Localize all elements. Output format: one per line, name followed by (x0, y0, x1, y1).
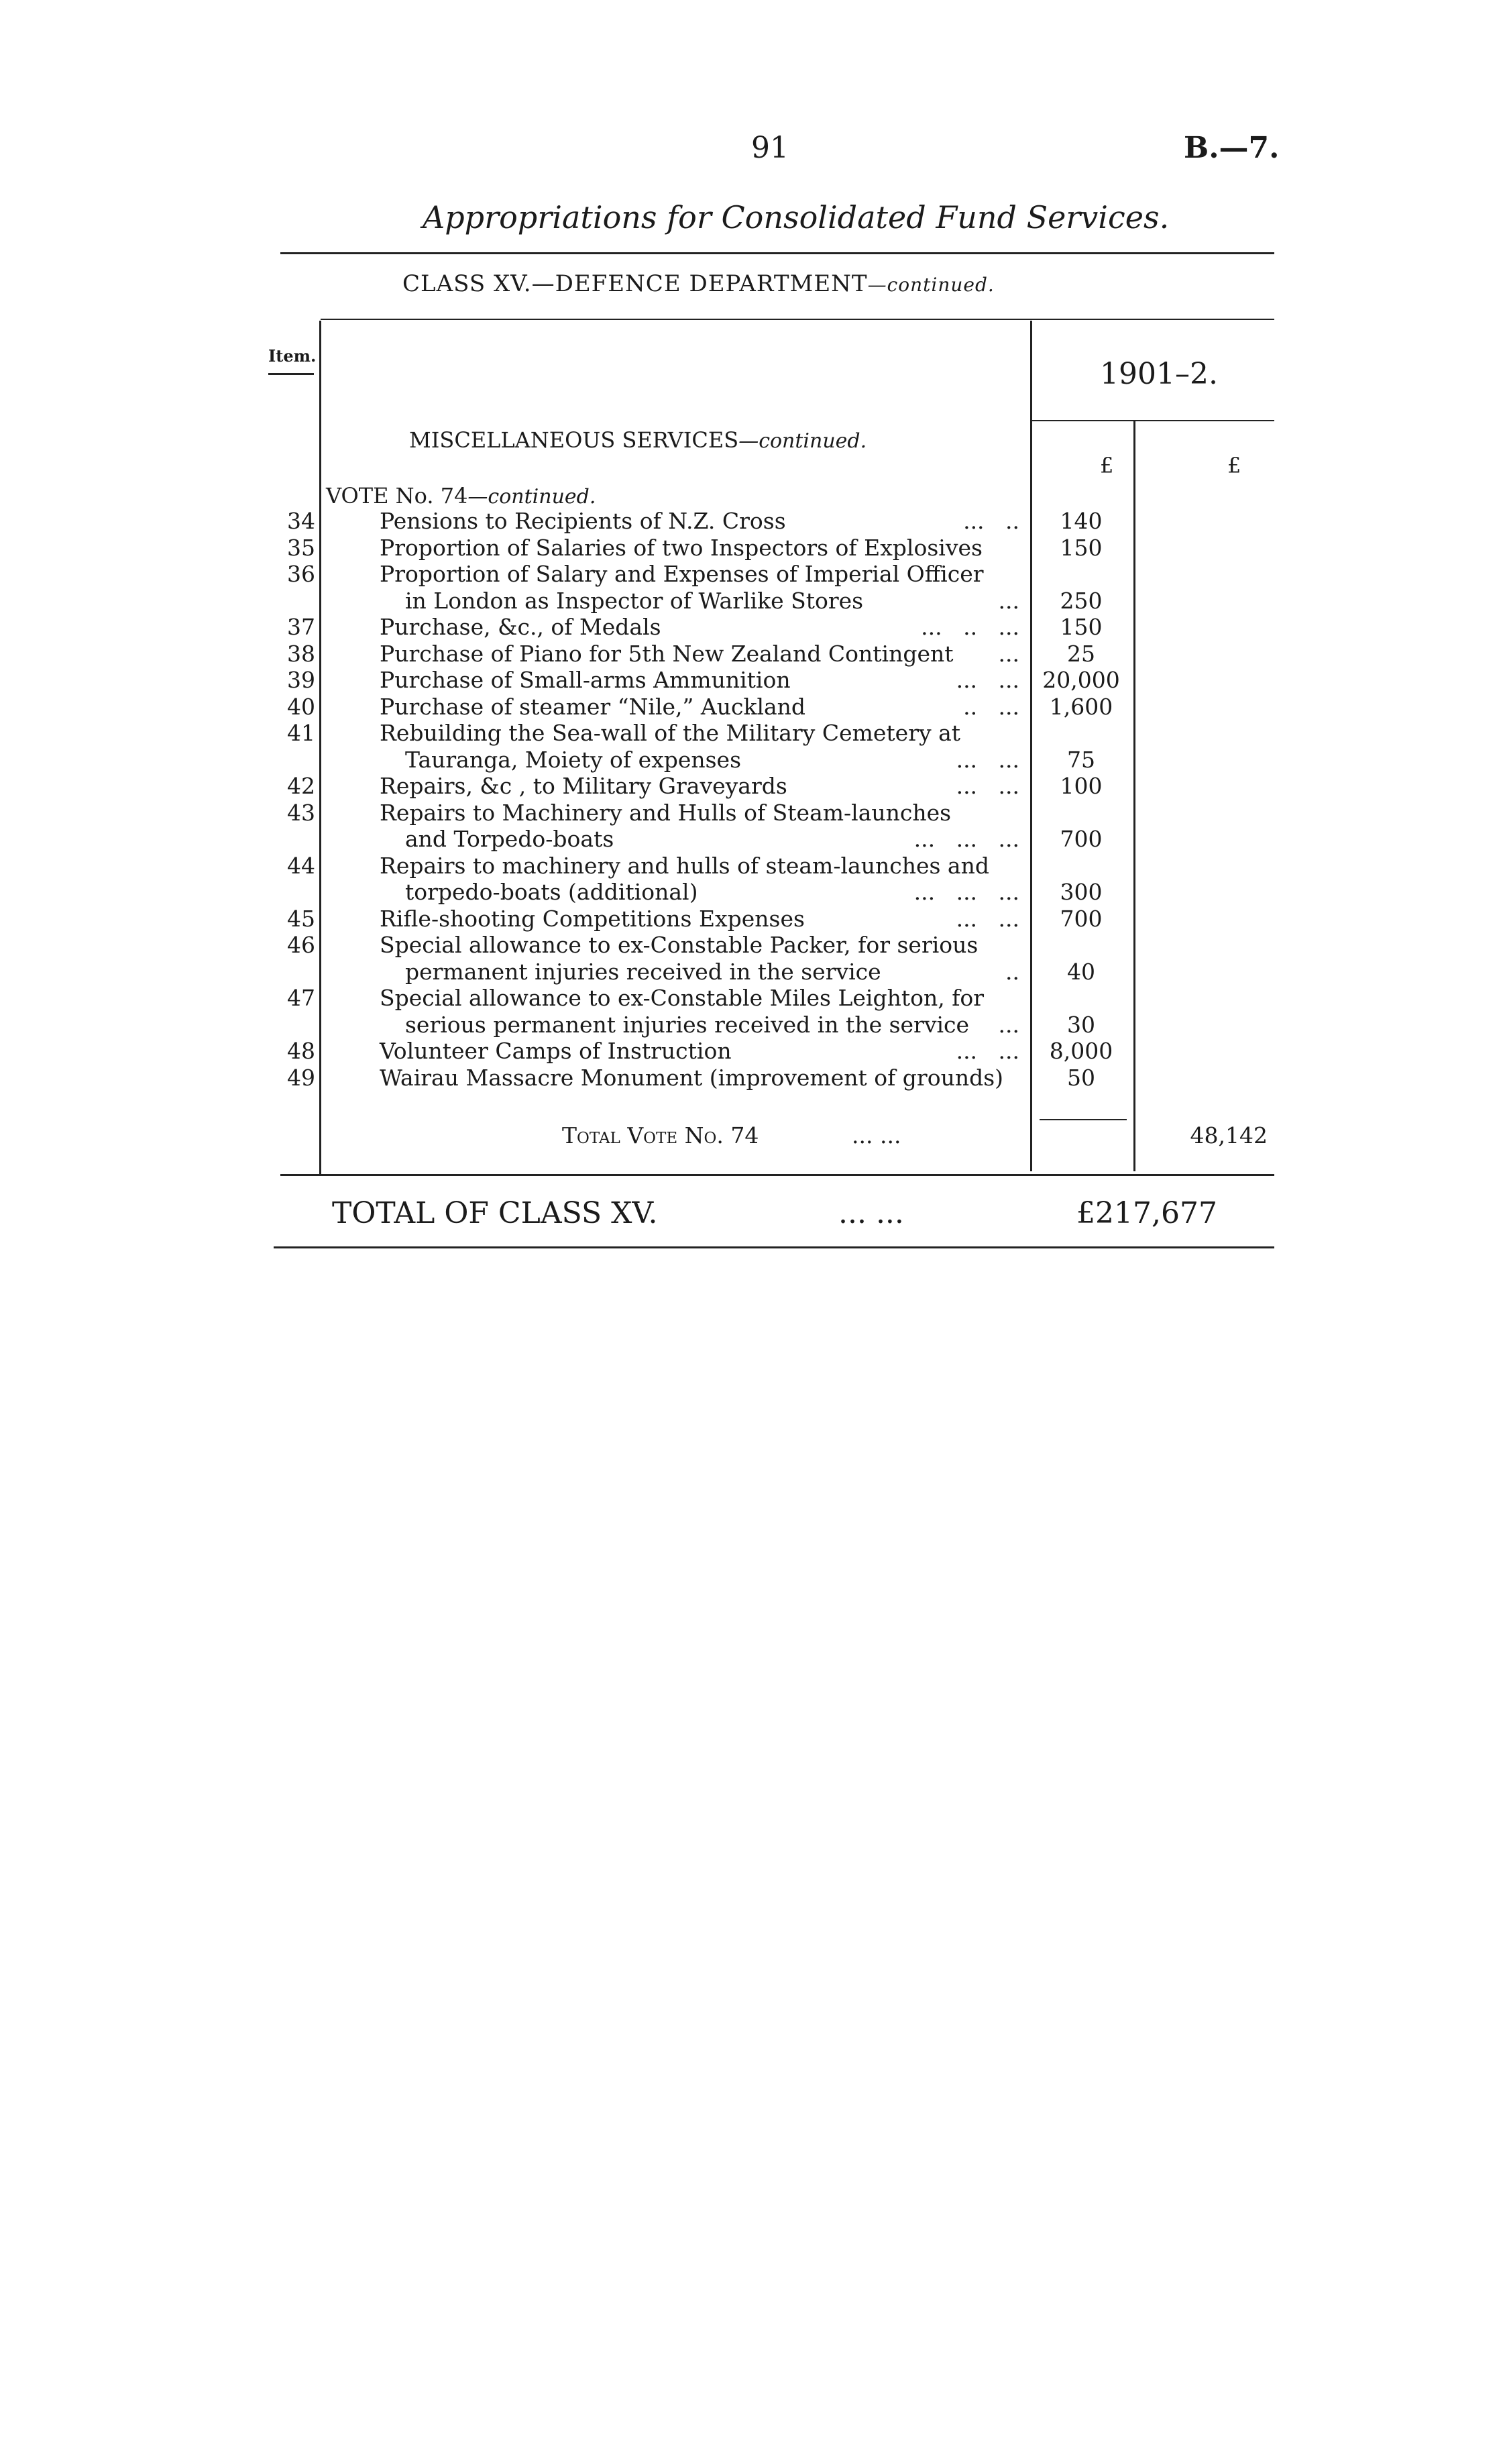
table-row (0, 641, 1505, 667)
item-header-rule (268, 373, 314, 375)
item-description: Volunteer Camps of Instruction (380, 1038, 732, 1064)
item-description: in London as Inspector of Warlike Stores (405, 587, 864, 614)
pound-sign-total: £ (1227, 453, 1241, 478)
table-row (0, 906, 1505, 932)
item-amount: 140 (1060, 508, 1103, 534)
item-description: Tauranga, Moiety of expenses (405, 746, 742, 773)
leader-dots: ... ... (956, 1038, 1019, 1064)
class-title: CLASS XV.—DEFENCE DEPARTMENT—continued. (402, 270, 995, 297)
table-row (0, 535, 1505, 561)
item-amount: 700 (1060, 826, 1103, 852)
page-number: 91 (751, 131, 789, 165)
item-amount: 75 (1067, 746, 1095, 773)
class-total-leader-dots: ... ... (838, 1196, 904, 1230)
document-reference: B.—7. (1184, 131, 1280, 165)
table-row (0, 985, 1505, 1012)
table-row (0, 932, 1505, 959)
leader-dots: ... ... (956, 773, 1019, 799)
item-number: 34 (287, 508, 315, 534)
section-title: MISCELLANEOUS SERVICES—continued. (409, 427, 867, 453)
table-row (0, 588, 1505, 614)
item-number: 40 (287, 693, 315, 720)
item-column-header: Item. (268, 346, 317, 366)
table-row (0, 667, 1505, 694)
item-description: Proportion of Salaries of two Inspectors of Explosives (380, 534, 983, 561)
table-row (0, 800, 1505, 826)
item-number: 38 (287, 640, 315, 667)
table-row (0, 694, 1505, 720)
item-amount: 300 (1060, 879, 1103, 905)
item-description: Wairau Massacre Monument (improvement of grounds) (380, 1064, 1004, 1091)
item-description: Purchase of steamer “Nile,” Auckland (380, 693, 806, 720)
rule-class-total-top (280, 1174, 1274, 1176)
leader-dots: .. ... (963, 693, 1019, 720)
year-header: 1901–2. (1100, 357, 1218, 391)
item-amount: 150 (1060, 534, 1103, 561)
item-amount: 100 (1060, 773, 1103, 799)
item-number: 36 (287, 561, 315, 587)
item-number: 37 (287, 614, 315, 640)
rule-vote-total (1040, 1119, 1127, 1120)
table-row (0, 959, 1505, 985)
page-heading: Appropriations for Consolidated Fund Services. (423, 199, 1170, 235)
table-row (0, 826, 1505, 853)
item-amount: 50 (1067, 1064, 1095, 1091)
class-total-amount: £217,677 (1076, 1196, 1217, 1230)
item-number: 43 (287, 799, 315, 826)
item-number: 47 (287, 985, 315, 1011)
item-amount: 20,000 (1042, 667, 1120, 693)
table-row (0, 747, 1505, 773)
rule-class-total-bottom (274, 1246, 1274, 1248)
item-amount: 30 (1067, 1011, 1095, 1038)
leader-dots: ... (998, 1011, 1019, 1038)
item-number: 49 (287, 1064, 315, 1091)
item-description: Purchase, &c., of Medals (380, 614, 661, 640)
vote-label: VOTE No. 74—continued. (326, 483, 596, 508)
item-description: serious permanent injuries received in the service (405, 1011, 970, 1038)
table-row (0, 1065, 1505, 1091)
class-total-label: TOTAL OF CLASS XV. (332, 1196, 658, 1230)
item-description: Repairs, &c , to Military Graveyards (380, 773, 787, 799)
table-row (0, 879, 1505, 906)
item-number: 42 (287, 773, 315, 799)
item-number: 35 (287, 534, 315, 561)
item-description: and Torpedo-boats (405, 826, 614, 852)
item-amount: 700 (1060, 905, 1103, 932)
table-row (0, 853, 1505, 879)
item-description: Rebuilding the Sea-wall of the Military Cemetery at (380, 720, 961, 746)
leader-dots: ... ... ... (913, 826, 1019, 852)
item-amount: 40 (1067, 958, 1095, 985)
total-vote-leader-dots: ... ... (852, 1122, 901, 1148)
item-amount: 250 (1060, 587, 1103, 614)
leader-dots: ... .. (963, 508, 1019, 534)
item-amount: 1,600 (1049, 693, 1113, 720)
item-number: 44 (287, 852, 315, 879)
table-row (0, 1012, 1505, 1038)
item-number: 41 (287, 720, 315, 746)
item-description: Proportion of Salary and Expenses of Imperial Officer (380, 561, 984, 587)
item-amount: 8,000 (1049, 1038, 1113, 1064)
leader-dots: ... .. ... (921, 614, 1019, 640)
rule-top (280, 252, 1274, 254)
table-row (0, 720, 1505, 747)
item-number: 45 (287, 905, 315, 932)
leader-dots: ... ... (956, 667, 1019, 693)
leader-dots: ... (998, 640, 1019, 667)
item-amount: 25 (1067, 640, 1095, 667)
total-vote-amount: 48,142 (1190, 1122, 1268, 1148)
leader-dots: ... ... (956, 746, 1019, 773)
leader-dots: ... ... ... (913, 879, 1019, 905)
item-description: Purchase of Piano for 5th New Zealand Contingent (380, 640, 954, 667)
rule-table-top (321, 319, 1274, 320)
rule-year-header (1030, 420, 1274, 421)
item-description: Special allowance to ex-Constable Miles Leighton, for (380, 985, 985, 1011)
pound-sign-items: £ (1100, 453, 1114, 478)
item-description: permanent injuries received in the service (405, 958, 881, 985)
item-number: 46 (287, 932, 315, 958)
table-row (0, 614, 1505, 641)
item-description: Pensions to Recipients of N.Z. Cross (380, 508, 786, 534)
table-row (0, 561, 1505, 588)
item-description: Purchase of Small-arms Ammunition (380, 667, 791, 693)
table-row (0, 773, 1505, 800)
item-description: Repairs to Machinery and Hulls of Steam-launches (380, 799, 952, 826)
table-row (0, 1038, 1505, 1065)
leader-dots: .. (1005, 958, 1019, 985)
item-description: Rifle-shooting Competitions Expenses (380, 905, 805, 932)
item-description: Repairs to machinery and hulls of steam-launches and (380, 852, 989, 879)
item-description: torpedo-boats (additional) (405, 879, 698, 905)
item-number: 39 (287, 667, 315, 693)
leader-dots: ... ... (956, 905, 1019, 932)
item-amount: 150 (1060, 614, 1103, 640)
table-row (0, 508, 1505, 535)
leader-dots: ... (998, 587, 1019, 614)
item-number: 48 (287, 1038, 315, 1064)
item-description: Special allowance to ex-Constable Packer, for serious (380, 932, 979, 958)
total-vote-label: Total Vote No. 74 (562, 1122, 759, 1148)
